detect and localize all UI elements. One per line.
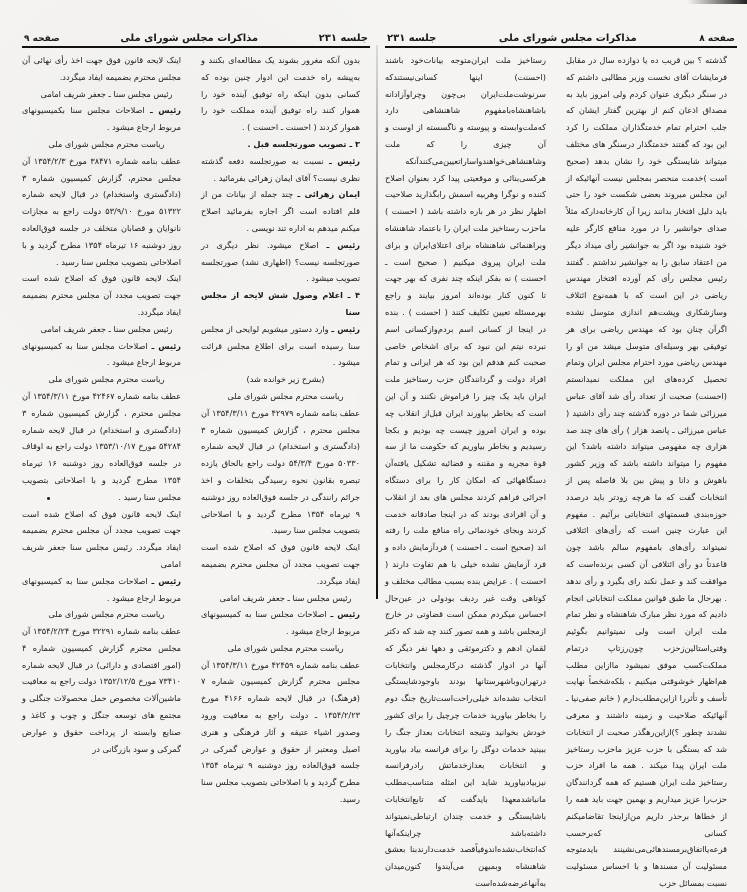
body-paragraph: عطف بنامه شماره ۴۲۴۶۷ مورخ ۱۳۵۴/۳/۱۱ آن مجلس محترم ، گزارش کمیسیون شماره ۳ (دادگستری و استخدام) در قبال لایحه شماره ۵۴۲۸۴ مورخ ۱۳۵۳/۱۰/۱۷ دولت راجع به اوقاف در جلسه فوق‌العاده روز دوشنبه ۱۶ تیرماه ۱۳۵۴ مطرح گردید و با اصلاحاتی بتصویب مجلس سنا رسید . xyxy=(22,390,182,502)
left-page-header xyxy=(22,28,370,48)
speaker-name: رئیس ـ xyxy=(151,575,181,586)
body-paragraph: گذشته ؟ بین قریب ده یا دوازده سال در مقابل فرمایشات آقای نخست وزیر مطالبی داشتم که در سنگر دیگری عنوان کردم ولی امروز باید به مصداق اذعان کنم از بهترین گفتار ایشان که جلب احترام تمام خدمتگذاران مملکت را کرد این بود که گفتند خدمتگذار درسنگر های مختلف میتواند شایستگی خود را نشان بدهد (صحیح است )خدمت منحصر بمجلس نیست آنهائیکه از این مجلس میروند بعضی شکست خود را حتی باید دلیل افتخار بدانند زیرا آن کارخانه‌دارکه مثلاً صدای جوانشیر را در مورد منافع کارگر علیه خود شنیده بود اگر به جوانشیر رأی میداد دیگر من اعتقاد سابق را به جوانشیر نداشتم . گفتند رئیس مجلس رأی کم آورده افتخار مهندس ریاضی در این است که با همه‌نوع ائتلاف وسازشکاری وپشت‌هم اندازی متوسل نشده اگرآن چنان بود که مهندس ریاضی برای هر توفیقی بهر وسیله‌ای متوسل میشد من او را مهندس ریاضی مورد احترام مجلس ایران وتمام تحصیل کرده‌های این مملکت نمیدانستم (احسنت) صحبت از تعداد رأی شد آقای عباس میرزائی شما در دوره گذشته چند رأی داشتید ( عباس میرزائی ـ پانصد هزار ) رأی های چند صد هزاری چه مفهومی میتواند داشته باشد؟ این مفهوم را میتواند داشته باشد که وزیر کشور باهوش و دانا و پیش بین بلا فاصله پس از انتخابات گفت که ما هرچه زودتر باید درصدد حوزه‌بندی قسمتهای انتخاباتی برآئیم . مفهوم این عبارت چنین است که رأی‌های ائتلافی نمیتواند رأی‌های بامفهوم سالم باشد چون قاعدتاً دو رأی ائتلافی آن کسی برنده‌است که موافقت کند و عمل نکند رای بگیرد و رأی ندهد . بهرحال ما طبق قوانین مملکت انتخاباتی انجام دادیم که مورد نظر مبارک شاهنشاه و نظر تمام ملت ایران است ولی نمیتوانیم بگوئیم وقتی‌استالین‌زحزب چون‌رزتاپ درتمام مملکت‌کسب موفق نمیشود ماازاین مطلب هم‌اظهار خوشوقتی میکنیم ، بلکه‌شخصاً نهایت تأسف و تأثررا ازاین‌مطلب‌دارم ( خانم صفی‌نیا ـ آنهائیکه صلاحیت و زمینه داشتند و معرفی نشدند چطور ؟)ازاین‌رهگذر صحبت از انتخابات شد که بستگی با حزب عزیز ماحزب رستاخیز ملت ایران پیدا میکند . همه ما افراد حزب رستاخیز ملت ایران هستیم که همه گردانندگان حزب‌را عزیز میداریم و بهمین جهت باید همه را از خطاها برحذر داریم من‌ازاینجا تقاضامیکنم کسانی که‌برحسب قرعه‌یااتفاق‌برمسندهائی‌می‌نشینند بایدمتوجه مسئولیت آن مسندها و با احساس مسئولیت نسبت بمسائل حزب xyxy=(566,55,727,889)
speech-text: وارد دستور میشویم لوایحی از مجلس سنا رسیده است برای اطلاع مجلس قرائت میشود . xyxy=(201,323,360,368)
centered-line: رئیس مجلس سنا ـ جعفر شریف امامی xyxy=(40,323,173,334)
centered-line: ریاست محترم مجلس شورای ملی xyxy=(48,138,165,149)
centered-line: ریاست محترم مجلس شورای ملی xyxy=(48,374,165,385)
session-number: جلسه ۲۳۱ xyxy=(318,33,368,44)
centered-line: ریاست محترم مجلس شورای ملی xyxy=(227,390,344,401)
speech-paragraph xyxy=(201,321,370,371)
centered-line: (بشرح زیر خوانده شد) xyxy=(246,374,325,385)
speech-paragraph xyxy=(22,573,191,607)
body-paragraph: اینک لایحه قانون فوق که اصلاح شده است جهت تصویب مجدد آن مجلس محترم بضمیمه ایفاد میگردد. رئیس مجلس سنا جعفر شریف امامی xyxy=(22,508,181,569)
centered-line: رئیس مجلس سنا ـ جعفر شریف امامی xyxy=(40,88,173,99)
speaker-name: رئیس ـ xyxy=(149,105,181,116)
speech-paragraph xyxy=(22,338,191,372)
running-title: مذاکرات مجلس شورای ملی xyxy=(120,33,259,44)
speech-text: چند جمله از بیانات من از قلم افتاده است اگر اجازه بفرمائید اصلاح میکنم میدهم به اداره تند نویسی . xyxy=(201,189,360,233)
body-paragraph: اینک لایحه قانون فوق که اصلاح شده است جهت تصویب مجدد آن مجلس محترم بضمیمه ایفاد میگردد. xyxy=(201,542,360,586)
speech-text: اصلاحات مجلس سنا به کمیسیونهای مربوط ارجاع میشود . xyxy=(201,609,360,637)
speech-text: اصلاحات مجلس سنا به کمیسیونهای مربوط ارجاع میشود . xyxy=(22,340,181,368)
speech-text: اصلاحات مجلس سنا بکمیسیونهای مربوط ارجاع میشود . xyxy=(22,105,181,133)
body-paragraph: عطف بنامه شماره ۴۲۹۷۹ مورخ ۱۳۵۴/۳/۱۱ آن مجلس محترم ، گزارش کمیسیون شماره ۳ (دادگستری و استخدام) در قبال لایحه شماره ۵۰۳۳۰ مورخ ۵۴/۳/۴ دولت راجع بالحاق یازده تبصره بقانون نحوه رسیدگی بتخلفات و اخذ جرائم رانندگی در جلسه فوق‌العاده روز دوشنبه ۹ تیرماه ۱۳۵۴ مطرح گردید و با اصلاحاتی بتصویب مجلس سنا رسید. xyxy=(201,407,361,536)
speaker-name: ایمان زهرائی ـ xyxy=(297,189,360,200)
speech-text: نسبت به صورتجلسه دفعه گذشته نظری نیست؟ آقای ایمان زهرائی بفرمائید . xyxy=(201,155,360,183)
right-page-columns xyxy=(385,52,737,892)
body-paragraph: بدون آنکه مغرور بشوند یک مطالعه‌ای بکنند و به‌پیشه راه خدمت این ادوار چنین بوده که کسانی بدون اینکه راه توفیق آینده خود را هموار کنند راه توفیق آینده مملکت خود را هموار کردند ( احسنت ـ احسنت ) . xyxy=(201,55,360,133)
left-page-columns xyxy=(22,52,370,808)
speaker-name: رئیس ـ xyxy=(331,323,360,334)
body-paragraph: اینک لایحه قانون فوق جهت اخذ رأی نهائی آن مجلس محترم بضمیمه ایفاد میگردد. xyxy=(22,55,181,82)
left-page-column-left xyxy=(22,52,191,808)
section-heading: ۳ ـ تصویب صورتجلسه قبل . xyxy=(247,138,360,149)
body-paragraph: اینک لایحه قانون فوق که اصلاح شده است جهت تصویب مجدد آن مجلس محترم بضمیمه ایفاد میگردد. xyxy=(22,273,181,317)
speech-text: اصلاح میشود. نظر دیگری در صورتجلسه نیست؟ (اظهاری نشد) صورتجلسه تصویب میشود . xyxy=(201,239,360,284)
body-paragraph: عطف بنامه شماره ۳۲۲۹۱ مورخ ۱۳۵۴/۲/۲۴ آن مجلس محترم گزارش کمیسیون شماره ۴ (امور اقتصادی و دارائی) در قبال لایحه شماره ۷۳۴۱۰ مورخ ۱۳۵۲/۱۲/۵ دولت راجع به معافیت ماشین‌آلات مخصوص حمل محصولات جنگلی و مجتمع های توسعه جنگل و چوب و کاغذ و صنایع وابسته از پرداخت حقوق و عوارض گمرکی و سود بازرگانی در xyxy=(22,626,182,754)
left-page xyxy=(22,28,370,805)
right-page-column-right xyxy=(566,52,737,892)
right-page-header xyxy=(385,28,737,48)
scan-edge-shadow xyxy=(687,0,747,4)
speaker-name: رئیس ـ xyxy=(151,340,181,351)
running-title: مذاکرات مجلس شورای ملی xyxy=(498,33,637,44)
speech-paragraph xyxy=(201,186,370,236)
speech-paragraph xyxy=(22,102,191,136)
ink-speck xyxy=(47,497,50,500)
speech-text: اصلاحات مجلس سنا به کمیسیونهای مربوط ارجاع میشود . xyxy=(22,575,181,603)
centered-line: ریاست محترم مجلس شورای ملی xyxy=(48,609,165,620)
speaker-name: رئیس ـ xyxy=(328,155,360,166)
speaker-name: رئیس ـ xyxy=(326,239,361,250)
speech-paragraph xyxy=(201,153,370,187)
left-page-column-right xyxy=(201,52,370,808)
centered-line: رئیس مجلس سنا ـ جعفر شریف امامی xyxy=(219,592,352,603)
speaker-name: رئیس ـ xyxy=(330,609,360,620)
session-number: جلسه ۲۳۱ xyxy=(387,33,437,44)
body-paragraph: رستاخیز ملت ایران‌متوجه بیانات‌خود باشند (احسنت) اینها کسانی‌نیستندکه سرنوشت‌ملت‌ایران بی‌چون وچراو‌آزادانه باشاهنشاه‌بامفهوم شاهنشاهی دارد که‌ملت‌وابسته و پیوسته و ناگسسته از اوست و آن چیزی را که ملت وشاهنشاهی‌خواهندواساراتعیین‌می‌کنندآنکه هرکسی‌بنائی و موقعیتی پیدا کرد بعنوان اصلاح کننده و نوگرا وهربیه اسمش رابگذارید صلاحیت اظهار نظر در هر باره داشته باشد ( احسنت ) ماحزب رستاخیز ملت ایران را باعتماد شاهنشاه وبراهنمائی شاهنشاه برای اعتلای‌ایران و برای ملت ایران پیروی میکنیم ( صحیح است ـ احسنت ) نه بفکر اینکه چند نفری که بهر جهت تا کنون کنار بوده‌اند امروز بیایند و راجع بهرمسئله تعیین تکلیف کنند ( احسنت ) . بنده در اینجا از کسانی اسم بردم‌وازکسانی اسم نبرده نیتم این نبود که برای اشخاص خاصی صحبت کنم هدفم این بود که هر ایرانی و تمام افراد دولت و گردانندگان حزب رستاخیز ملت ایران باید یک چیز را فراموش نکنند و آن این است که بخاطر بیاورند ایران قبل‌از انقلاب چه بوده و ایران امروز چیست چه بودیم و بکجا رسیدیم و بخاطر بیاوریم که حکومت ما از سه قوة مجریه و مقننه و قضائیه تشکیل یافته‌آن دستگاههائی که امکان کار را برای دستگاه اجرائی فراهم کردند مجلس های بعد از انقلاب و آن افرادی بودند که در اینجا صادقانه خدمت کردند وبجای خودنمائی راه منافع ملت را رفته اند (صحیح است ـ احسنت ) فردآزمایش داده و فرد آزمایش نشده خیلی با هم تفاوت دارند ( احسنت ) . عرایض بنده بسبب مطالب مختلف و کوتاهی وقت غیر ردیف بودولی در عین‌حال احساس میکردم ممکن است قضاوتی در خارج ازمجلس باشد و همه تصور کنند چه شد که دکتر لقمان ادهم و دکترموثقی و دهها نفر دیگر که آنها در ادوار گذشته درکارمجلس وانتخابات درتهران‌وباشهرستانها بودند باوجودشایستگی انتخاب نشده‌اند خیلی‌راحت‌است‌تاریخ جنگ دوم را بخاطر بیاورید خدمات چرچیل را برای کشور خودش بخوانید ونتیجه انتخابات بعداز جنگ را ببینید خدمات دوگل را برای فرانسه بیاد بیاورید و انتخابات بعدازخدماتش رادرفرانسه نیزبیادبیاورید شاید این امثله متناسب‌مطلب مانباشدمعهذا بایدگفت که تابع‌انتخابات باشایستگی و خدمت چندان ارتباطی‌نمیتواند داشته‌باشد چرا‌ینکه‌آنها که‌انتخاب‌نشده‌اندوفیاًقصد خدمت‌دارندبنا‌ بعشق شاهنشاه وبمیهن می‌آیندوا کنون‌میدان به‌آنهاعرضه‌شده‌است xyxy=(385,55,546,889)
body-paragraph: عطف بنامه شماره ۴۲۴۵۹ مورخ ۱۳۵۴/۳/۱۱ آن مجلس محترم گزارش کمیسیون شماره ۷ (فرهنگ) در قبال لایحه شماره ۴۱۶۶ مورخ ۱۳۵۴/۲/۲۳ ـ دولت راجع به معافیت ورود وصدور اشیاء عتیقه و آثار فرهنگی و هنری اصیل ومعتبر از حقوق و عوارض گمرکی در جلسه فوق‌العاده روز دوشنبه ۹ تیرماه ۱۳۵۴ مطرح گردید و با اصلاحاتی بتصویب مجلس سنا رسید. xyxy=(201,659,361,805)
right-page xyxy=(385,28,737,889)
page-number: صفحه ۹ xyxy=(24,34,60,44)
right-page-column-left xyxy=(385,52,556,892)
page-number: صفحه ۸ xyxy=(699,34,735,44)
body-paragraph: عطف بنامه شماره ۳۸۴۷۱ مورخ ۱۳۵۴/۲/۳ آن مجلس محترم، گزارش کمیسیون شماره ۳ (دادگستری واستخدام) در قبال لایحه شماره ۵۱۳۲۲ مورخ ۵۳/۹/۱۰ دولت راجع به مجازات نانوایان و قصابان متخلف در جلسه فوق‌العاده روز دوشنبه ۱۶ تیرماه ۱۳۵۴ مطرح گردید و با اصلاحاتی بتصویب مجلس سنا رسید . xyxy=(22,155,182,267)
centered-line: ریاست محترم مجلس شورای ملی xyxy=(227,642,344,653)
speech-paragraph xyxy=(201,237,370,287)
section-heading: ۴ ـ اعلام وصول شش لایحه از مجلس سنا xyxy=(201,290,360,317)
book-gutter-fold xyxy=(376,45,378,599)
speech-paragraph xyxy=(201,606,370,640)
